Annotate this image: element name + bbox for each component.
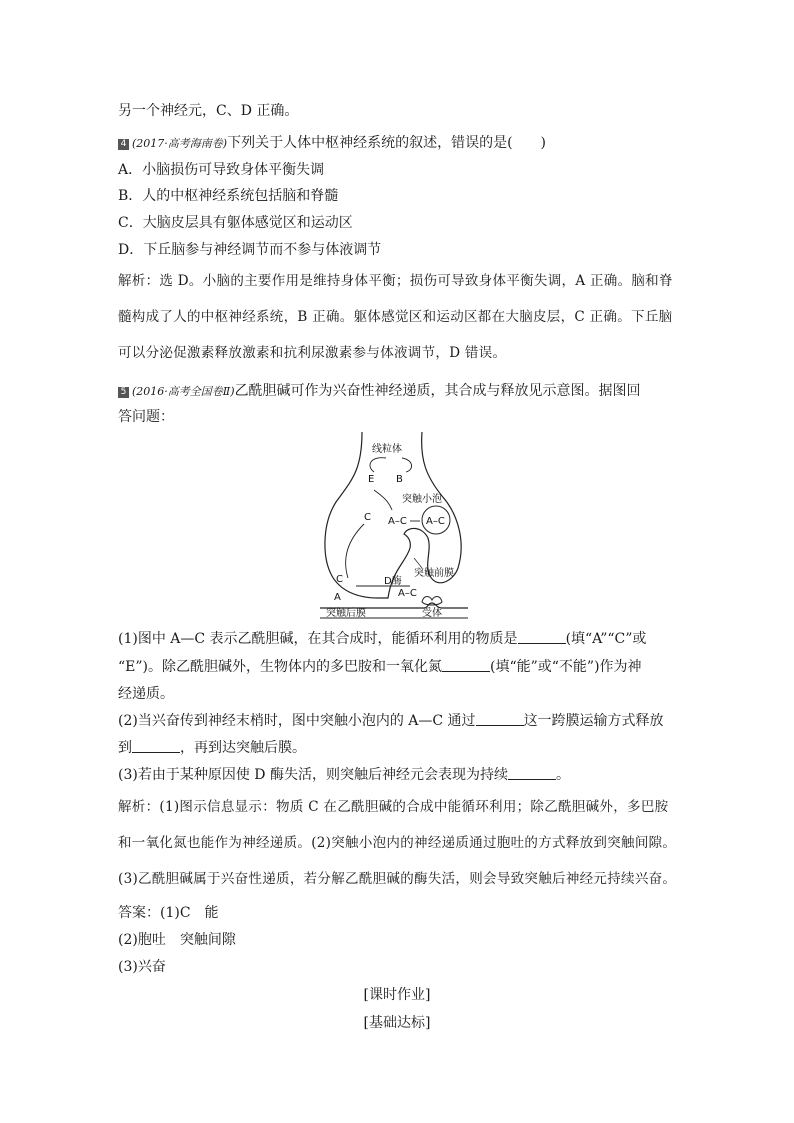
question-4-stem [118, 133, 546, 154]
label-enzyme: D酶 [384, 576, 402, 587]
answer-blank [476, 712, 524, 726]
answer-blank [508, 766, 556, 780]
part-2 [118, 711, 664, 731]
label-mitochondria: 线粒体 [372, 444, 402, 455]
part-1-text: (填“A”“C”或 [565, 631, 647, 647]
pre-label-line [414, 558, 422, 568]
part-1-text: “E”)。除乙酰胆碱外，生物体内的多巴胺和一氧化氮 [118, 659, 442, 675]
label-ac-1: A–C [388, 516, 407, 527]
explanation-line: 解析：选 D。小脑的主要作用是维持身体平衡；损伤可导致身体平衡失调，A 正确。脑和脊 [118, 273, 673, 289]
explanation-line: 解析：(1)图示信息显示：物质 C 在乙酰胆碱的合成中能循环利用；除乙酰胆碱外，多巴胺 [118, 799, 669, 815]
cycle-arrow [402, 458, 412, 472]
section-subheading: [基础达标] [363, 1015, 431, 1031]
label-ac-2: A–C [426, 516, 445, 527]
part-2-text: (2)当兴奋传到神经末梢时，图中突触小泡内的 A—C 通过 [118, 713, 476, 729]
part-1-text: (填“能”或“不能”)作为神 [490, 659, 642, 675]
part-2-text: 这一跨膜运输方式释放 [523, 713, 664, 729]
question-number-icon: 5 [118, 387, 129, 398]
part-2-text: ，再到达突触后膜。 [180, 740, 306, 756]
label-presynaptic: 突触前膜 [414, 568, 454, 579]
cycle-arrow [370, 458, 386, 472]
question-text: 乙酰胆碱可作为兴奋性神经递质，其合成与释放见示意图。据图回 [234, 383, 641, 399]
label-b: B [396, 474, 403, 485]
option-b: B．人的中枢神经系统包括脑和脊髓 [118, 188, 339, 204]
label-receptor: 受体 [422, 608, 442, 619]
answer-line: 答案：(1)C 能 [118, 905, 219, 921]
question-source: (2016·高考全国卷Ⅱ) [132, 385, 235, 398]
answer-blank [518, 630, 566, 644]
label-c-inner: C [364, 512, 371, 523]
question-number-icon: 4 [118, 139, 129, 150]
explanation-line: 可以分泌促激素释放激素和抗利尿激素参与体液调节，D 错误。 [118, 345, 507, 361]
part-1-cont [118, 657, 642, 677]
label-a: A [334, 592, 341, 603]
part-3-text: (3)若由于某种原因使 D 酶失活，则突触后神经元会表现为持续 [118, 767, 508, 783]
part-3 [118, 765, 570, 785]
question-source: (2017·高考海南卷) [132, 137, 228, 150]
part-1-end: 经递质。 [118, 686, 174, 702]
question-5-stem [118, 381, 641, 402]
part-3-text: 。 [555, 767, 570, 783]
option-c: C．大脑皮层具有躯体感觉区和运动区 [118, 215, 353, 231]
option-d: D．下丘脑参与神经调节而不参与体液调节 [118, 242, 382, 258]
c-reuptake-arrow [346, 524, 364, 578]
answer-line: (3)兴奋 [118, 959, 166, 975]
explanation-line: 和一氧化氮也能作为神经递质。(2)突触小泡内的神经递质通过胞吐的方式释放到突触间隙。 [118, 835, 677, 851]
explanation-line: (3)乙酰胆碱属于兴奋性递质，若分解乙酰胆碱的酶失活，则会导致突触后神经元持续兴奋。 [118, 871, 677, 887]
text-line-1: 另一个神经元，C、D 正确。 [118, 103, 299, 119]
part-2-cont [118, 738, 306, 758]
synapse-diagram [318, 430, 468, 622]
answer-blank [132, 739, 180, 753]
question-text-cont: 答问题： [118, 409, 174, 425]
option-a: A．小脑损伤可导致身体平衡失调 [118, 162, 325, 178]
receptor-shape [422, 597, 442, 606]
label-c-outer: C [336, 574, 343, 585]
answer-blank [442, 658, 490, 672]
label-e: E [368, 474, 375, 485]
explanation-line: 髓构成了人的中枢神经系统，B 正确。躯体感觉区和运动区都在大脑皮层，C 正确。下丘脑 [118, 309, 673, 325]
question-text: 下列关于人体中枢神经系统的叙述，错误的是( ) [227, 135, 547, 151]
label-postsynaptic: 突触后膜 [326, 608, 366, 619]
part-1-text: (1)图中 A—C 表示乙酰胆碱，在其合成时，能循环利用的物质是 [118, 631, 518, 647]
label-vesicle: 突触小泡 [402, 494, 442, 505]
part-1 [118, 629, 646, 649]
part-2-text: 到 [118, 740, 132, 756]
answer-line: (2)胞吐 突触间隙 [118, 932, 236, 948]
label-ac-3: A–C [398, 588, 417, 599]
section-heading: [课时作业] [363, 987, 431, 1003]
c-to-ac-arrow [374, 490, 392, 510]
